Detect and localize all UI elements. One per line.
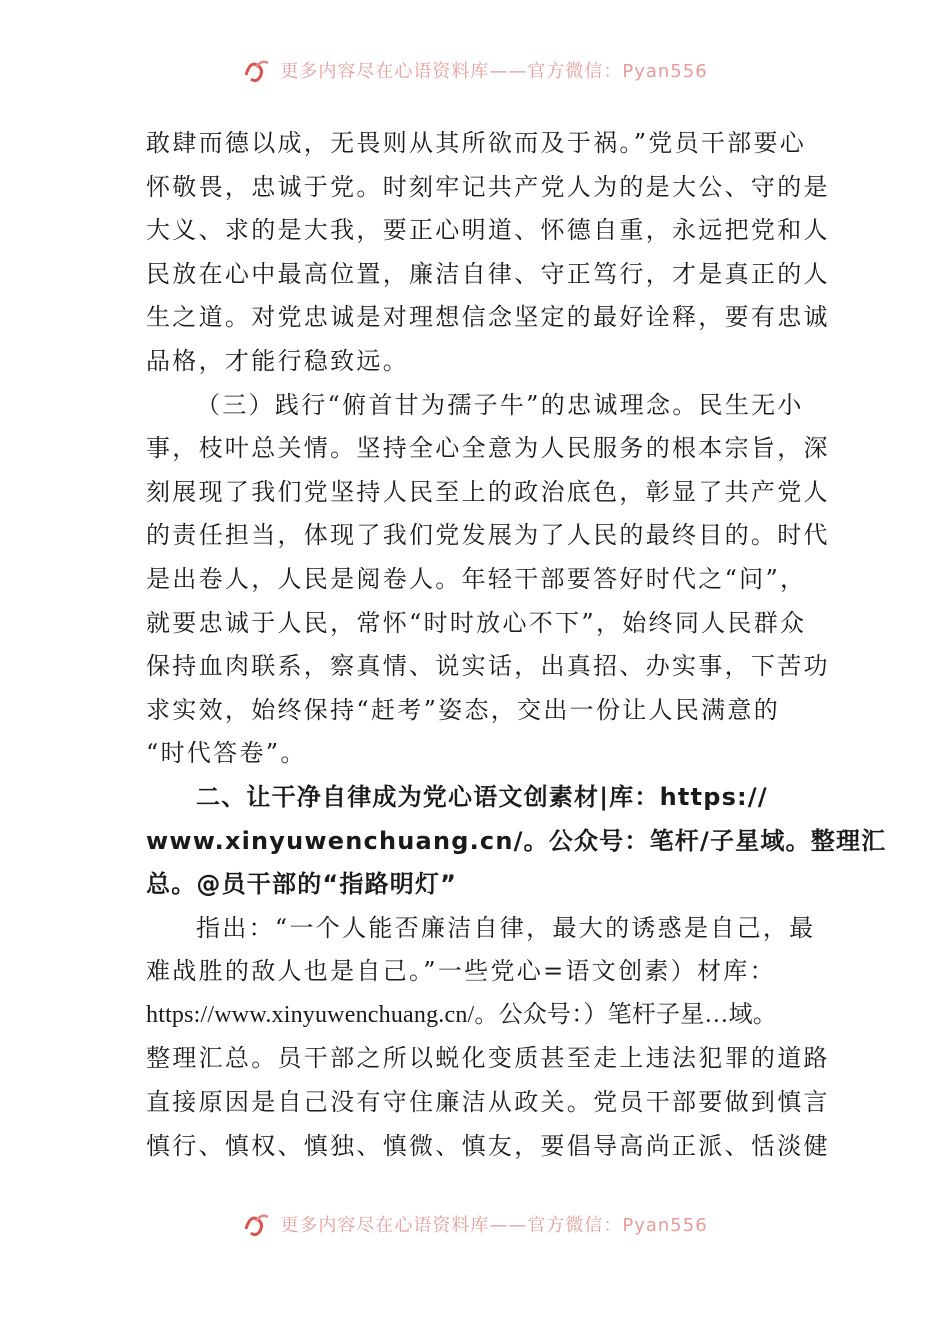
- section-heading: 二、让干净自律成为党心语文创素材|库：https://: [196, 782, 768, 811]
- text-line: 是出卷人，人民是阅卷人。年轻干部要答好时代之“问”，: [146, 564, 807, 593]
- paragraph-heading-3: （三）践行“俯首甘为孺子牛”的忠诚理念。民生无小: [196, 390, 804, 419]
- text-line: 直接原因是自己没有守住廉洁从政关。党员干部要做到慎言: [146, 1088, 830, 1117]
- text-line: 敢肆而德以成，无畏则从其所欲而及于祸。”党员干部要心: [146, 129, 807, 157]
- text-line: “时代答卷”。: [146, 739, 307, 768]
- text-line: 大义、求的是大我，要正心明道、怀德自重，永远把党和人: [146, 216, 830, 245]
- text-line: https://www.xinyuwenchuang.cn/。公众号：）笔杆子星…域。: [146, 1001, 777, 1028]
- text-line: 生之道。对党忠诚是对理想信念坚定的最好诠释，要有忠诚: [146, 303, 830, 332]
- text-line: 品格，才能行稳致远。: [146, 346, 409, 375]
- text-line: 民放在心中最高位置，廉洁自律、守正笃行，才是真正的人: [146, 259, 830, 288]
- text-line: 整理汇总。员干部之所以蜕化变质甚至走上违法犯罪的道路: [146, 1044, 830, 1073]
- watermark-text: 更多内容尽在心语资料库——官方微信：Pyan556: [280, 1215, 708, 1236]
- section-heading-cont: 总。@员干部的“指路明灯”: [146, 870, 458, 899]
- text-line: 指出：“一个人能否廉洁自律，最大的诱惑是自己，最: [196, 913, 816, 942]
- text-line: 就要忠诚于人民，常怀“时时放心不下”，始终同人民群众: [146, 608, 807, 637]
- text-line: 保持血肉联系，察真情、说实话，出真招、办实事，下苦功: [146, 652, 830, 681]
- text-line: 事，枝叶总关情。坚持全心全意为人民服务的根本宗旨，深: [146, 434, 830, 463]
- text-line: 刻展现了我们党坚持人民至上的政治底色，彰显了共产党人: [146, 477, 830, 506]
- text-line: 的责任担当，体现了我们党发展为了人民的最终目的。时代: [146, 521, 830, 550]
- watermark-text: 更多内容尽在心语资料库——官方微信：Pyan556: [280, 61, 708, 82]
- watermark-footer: [0, 1204, 950, 1244]
- text-line: 求实效，始终保持“赶考”姿态，交出一份让人民满意的: [146, 695, 781, 724]
- section-heading-cont: www.xinyuwenchuang.cn/。公众号：笔杆/子星域。整理汇: [146, 826, 887, 855]
- logo-icon: [242, 1209, 272, 1239]
- watermark-header: [0, 50, 950, 90]
- text-line: 怀敬畏，忠诚于党。时刻牢记共产党人为的是大公、守的是: [146, 172, 830, 201]
- text-line: 慎行、慎权、慎独、慎微、慎友，要倡导高尚正派、恬淡健: [146, 1131, 830, 1160]
- text-line: 难战胜的敌人也是自己。”一些党心=语文创素）材库：: [146, 957, 776, 986]
- document-body: [146, 122, 887, 1168]
- logo-icon: [242, 55, 272, 85]
